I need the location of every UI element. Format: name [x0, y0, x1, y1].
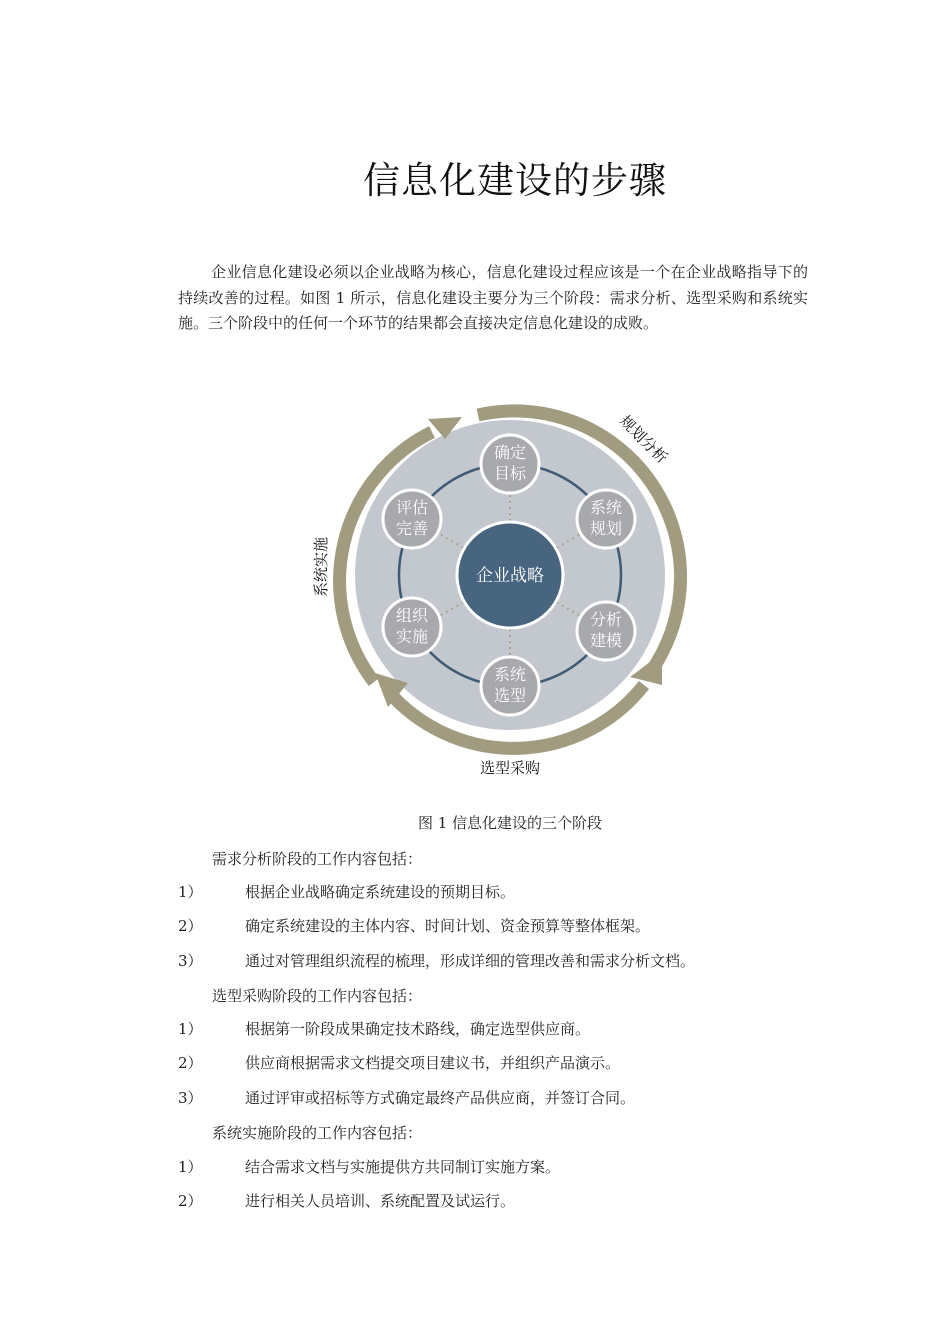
list-item [178, 1052, 620, 1073]
node-analysis-modeling [577, 602, 635, 660]
list-number: 1） [178, 1020, 203, 1038]
node-system-selection [481, 657, 539, 715]
node-evaluate-improve [383, 490, 441, 548]
node-label-line2: 目标 [493, 464, 527, 483]
stage-label-planning: 规划分析 [615, 411, 672, 468]
list-item [178, 915, 650, 936]
list-number: 2） [178, 917, 203, 935]
node-label-line1: 分析 [589, 610, 623, 629]
list-text: 根据第一阶段成果确定技术路线，确定选型供应商。 [245, 1020, 591, 1038]
stage-label-procurement: 选型采购 [479, 759, 541, 777]
list-number: 2） [178, 1192, 203, 1210]
node-label-line2: 建模 [589, 631, 623, 650]
node-organize-implementation [383, 598, 441, 656]
list-item [178, 1190, 515, 1211]
list-text: 通过对管理组织流程的梳理，形成详细的管理改善和需求分析文档。 [245, 952, 696, 970]
list-text: 通过评审或招标等方式确定最终产品供应商，并签订合同。 [245, 1089, 636, 1107]
list-text: 供应商根据需求文档提交项目建议书，并组织产品演示。 [245, 1054, 621, 1072]
list-item [178, 1087, 635, 1108]
list-number: 2） [178, 1054, 203, 1072]
hub-label: 企业战略 [476, 566, 544, 586]
node-label-line2: 完善 [395, 519, 429, 538]
section-heading-procurement: 选型采购阶段的工作内容包括： [212, 987, 423, 1005]
node-label-line1: 确定 [493, 443, 527, 462]
list-number: 3） [178, 952, 203, 970]
page-title: 信息化建设的步骤 [363, 159, 667, 202]
figure-caption: 图 1 信息化建设的三个阶段 [417, 814, 603, 832]
list-item [178, 881, 515, 902]
list-item [178, 1018, 590, 1039]
list-item [178, 1156, 560, 1177]
stage-cycle-diagram [300, 395, 700, 795]
node-system-planning [577, 490, 635, 548]
node-label-line1: 评估 [395, 498, 429, 517]
list-number: 1） [178, 883, 203, 901]
cycle-diagram-svg [300, 395, 700, 795]
list-text: 确定系统建设的主体内容、时间计划、资金预算等整体框架。 [245, 917, 651, 935]
node-set-goal [481, 435, 539, 493]
node-label-line2: 选型 [493, 686, 527, 705]
list-text: 根据企业战略确定系统建设的预期目标。 [245, 883, 516, 901]
node-label-line2: 实施 [395, 627, 429, 646]
list-text: 进行相关人员培训、系统配置及试运行。 [245, 1192, 516, 1210]
node-label-line2: 规划 [589, 519, 623, 538]
list-text: 结合需求文档与实施提供方共同制订实施方案。 [245, 1158, 561, 1176]
stage-label-implementation: 系统实施 [312, 536, 330, 598]
list-item [178, 950, 695, 971]
section-heading-requirements: 需求分析阶段的工作内容包括： [212, 850, 423, 868]
list-number: 1） [178, 1158, 203, 1176]
intro-paragraph: 企业信息化建设必须以企业战略为核心，信息化建设过程应该是一个在企业战略指导下的持续改善的过程。如图 1 所示，信息化建设主要分为三个阶段：需求分析、选型采购和系统实施。三个阶段中的任何一个环节的结果都会直接决定信息化建设的成败。 [178, 263, 808, 332]
list-number: 3） [178, 1089, 203, 1107]
section-heading-implementation: 系统实施阶段的工作内容包括： [212, 1124, 423, 1142]
node-label-line1: 系统 [493, 665, 527, 684]
node-label-line1: 组织 [395, 606, 429, 625]
node-label-line1: 系统 [589, 498, 623, 517]
